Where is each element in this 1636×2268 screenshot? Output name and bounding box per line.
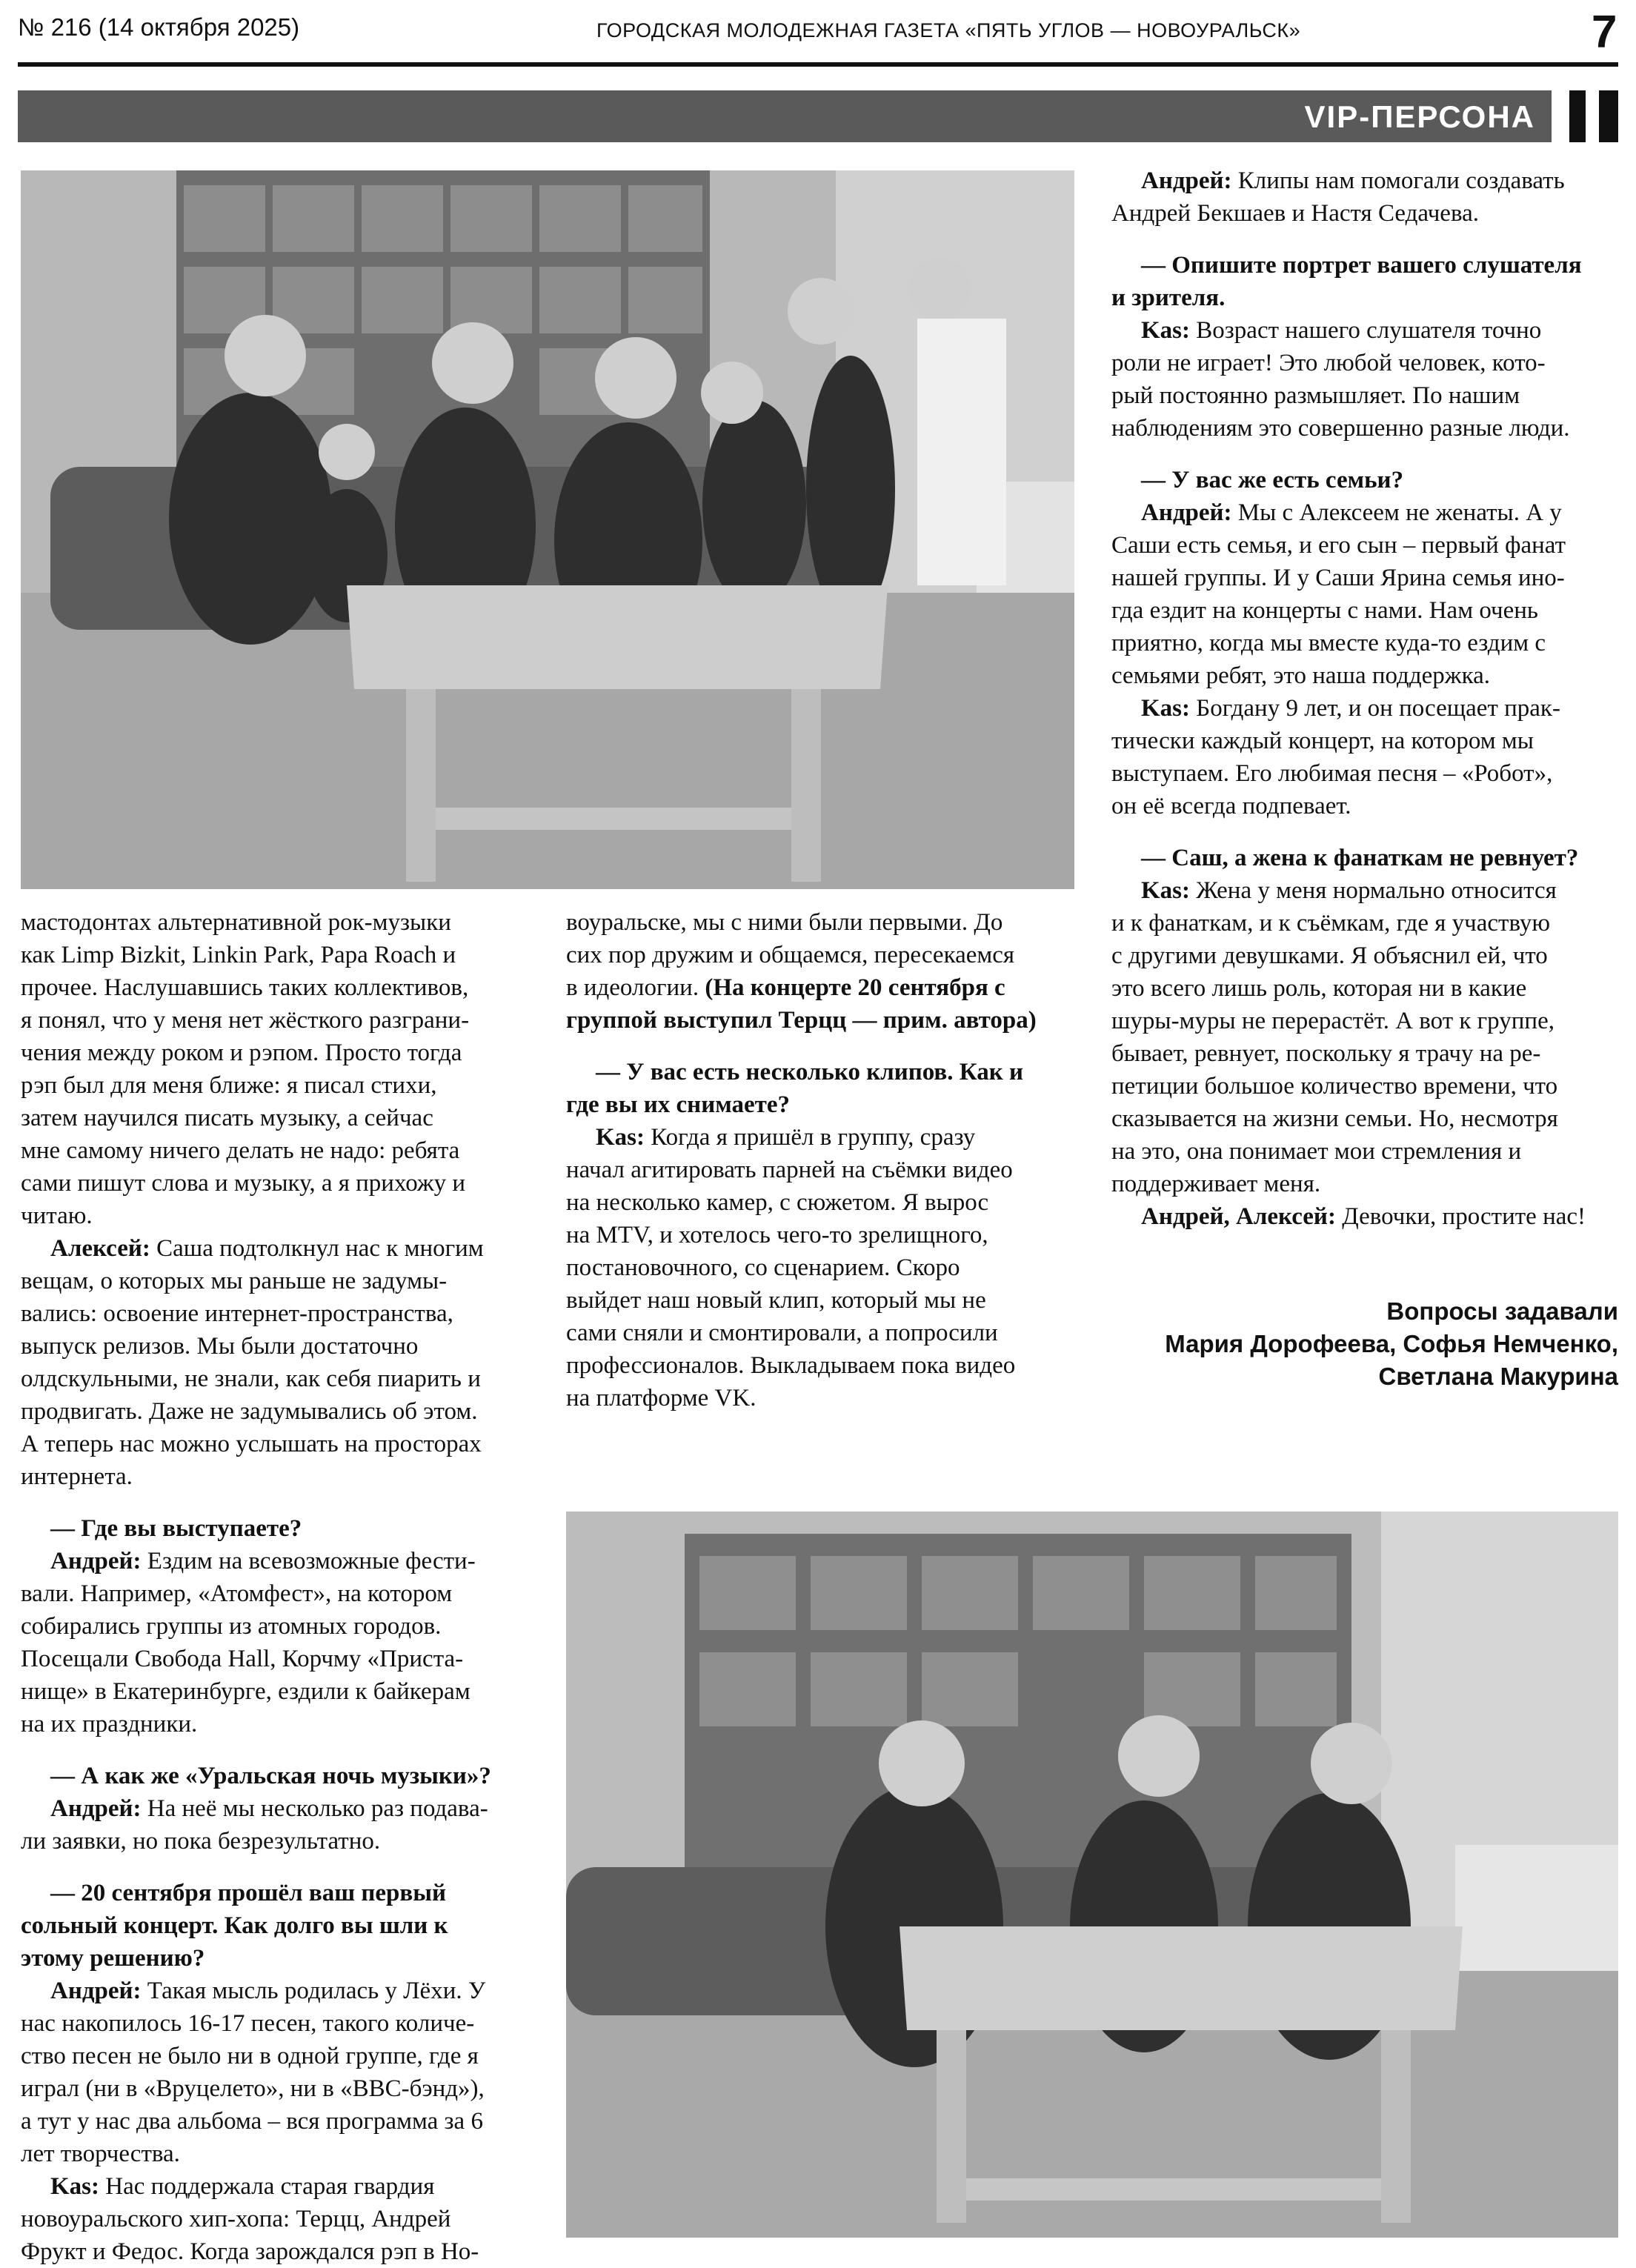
text-line: в идеологии. (На концерте 20 сентября с bbox=[566, 974, 1005, 1001]
text-line: семьями ребят, это наша поддержка. bbox=[1111, 662, 1491, 689]
section-mark-2 bbox=[1599, 90, 1618, 142]
speaker-name: Андрей: bbox=[50, 1548, 142, 1574]
text-line: на несколько камер, с сюжетом. Я вырос bbox=[566, 1189, 989, 1216]
text-line: Kas: Возраст нашего слушателя точно bbox=[1141, 317, 1542, 344]
text-line: Kas: Жена у меня нормально относится bbox=[1141, 877, 1557, 904]
text-line: он её всегда подпевает. bbox=[1111, 793, 1351, 819]
text-line: поддерживает меня. bbox=[1111, 1171, 1321, 1197]
text-line: ли заявки, но пока безрезультатно. bbox=[21, 1828, 381, 1855]
text-line: где вы их снимаете? bbox=[566, 1091, 790, 1118]
text-line: выйдет наш новый клип, который мы не bbox=[566, 1287, 986, 1314]
text-line: мастодонтах альтернативной рок-музыки bbox=[21, 909, 451, 936]
text-line: выступаем. Его любимая песня – «Робот», bbox=[1111, 760, 1553, 787]
text-line: прочее. Наслушавшись таких коллективов, bbox=[21, 974, 469, 1001]
paragraph-gap bbox=[21, 1858, 539, 1877]
section-mark-1 bbox=[1569, 90, 1586, 142]
text-line: рый постоянно размышляет. По нашим bbox=[1111, 382, 1520, 409]
text-line: Kas: Когда я пришёл в группу, сразу bbox=[596, 1124, 976, 1151]
text-line: читаю. bbox=[21, 1203, 93, 1229]
text-line: вещам, о которых мы раньше не задумы- bbox=[21, 1268, 448, 1294]
text-line: олдскульными, не знали, как себя пиарить и bbox=[21, 1366, 481, 1392]
text-line: тически каждый концерт, на котором мы bbox=[1111, 728, 1534, 754]
text-line: постановочного, со сценарием. Скоро bbox=[566, 1254, 960, 1281]
text-line: как Limp Bizkit, Linkin Park, Papa Roach и bbox=[21, 942, 456, 968]
speaker-name: Kas: bbox=[1141, 877, 1190, 904]
section-title: VIP-ПЕРСОНА bbox=[1304, 99, 1535, 134]
header-rule bbox=[18, 62, 1618, 67]
text-line: на MTV, и хотелось чего-то зрелищного, bbox=[566, 1222, 988, 1248]
text-line: новоуральского хип-хопа: Терцц, Андрей bbox=[21, 2206, 451, 2232]
text-line: начал агитировать парней на съёмки видео bbox=[566, 1157, 1013, 1183]
speaker-name: Kas: bbox=[50, 2173, 99, 2200]
text-line: с другими девушками. Я объяснил ей, что bbox=[1111, 942, 1548, 969]
section-bar bbox=[18, 90, 1552, 142]
text-line: Саши есть семья, и его сын – первый фанат bbox=[1111, 532, 1566, 559]
text-line: — Опишите портрет вашего слушателя bbox=[1141, 252, 1582, 279]
credits-line-1: Вопросы задавали bbox=[1386, 1297, 1618, 1325]
newspaper-title: ГОРОДСКАЯ МОЛОДЕЖНАЯ ГАЗЕТА «ПЯТЬ УГЛОВ — НОВОУРАЛЬСК» bbox=[596, 19, 1301, 41]
speaker-name: Kas: bbox=[1141, 695, 1190, 722]
speaker-name: Андрей: bbox=[1141, 499, 1232, 526]
text-line: сольный концерт. Как долго вы шли к bbox=[21, 1912, 448, 1939]
credits-line-2: Мария Дорофеева, Софья Немченко, bbox=[1165, 1330, 1618, 1357]
text-line: — А как же «Уральская ночь музыки»? bbox=[50, 1763, 491, 1789]
text-line: сказывается на жизни семьи. Но, несмотря bbox=[1111, 1105, 1558, 1132]
text-line: и к фанаткам, и к съёмкам, где я участвую bbox=[1111, 910, 1551, 937]
text-line: Андрей: На неё мы несколько раз подава- bbox=[50, 1795, 488, 1822]
page-number: 7 bbox=[1592, 7, 1617, 58]
text-line: и зрителя. bbox=[1111, 285, 1226, 311]
text-line: сих пор дружим и общаемся, пересекаемся bbox=[566, 942, 1015, 968]
text-column-1 bbox=[21, 906, 539, 2268]
speaker-name: Kas: bbox=[1141, 317, 1190, 344]
text-line: сами сняли и смонтировали, а попросили bbox=[566, 1320, 998, 1346]
text-line: Kas: Нас поддержала старая гвардия bbox=[50, 2173, 435, 2200]
issue-number: № 216 (14 октября 2025) bbox=[18, 13, 300, 41]
text-line: на это, она понимает мои стремления и bbox=[1111, 1138, 1522, 1165]
text-line: нас накопилось 16-17 песен, такого количе- bbox=[21, 2010, 475, 2037]
text-line: рэп был для меня ближе: я писал стихи, bbox=[21, 1072, 437, 1099]
text-line: это всего лишь роль, которая ни в какие bbox=[1111, 975, 1527, 1002]
text-line: Kas: Богдану 9 лет, и он посещает прак- bbox=[1141, 695, 1560, 722]
text-line: Андрей: Мы с Алексеем не женаты. А у bbox=[1141, 499, 1562, 526]
text-line: лет творчества. bbox=[21, 2141, 180, 2167]
paragraph-gap bbox=[1111, 822, 1623, 842]
text-line: чения между роком и рэпом. Просто тогда bbox=[21, 1040, 462, 1066]
speaker-name: Андрей: bbox=[50, 1978, 142, 2004]
text-column-2 bbox=[566, 906, 1085, 1414]
text-line: — У вас есть несколько клипов. Как и bbox=[596, 1059, 1024, 1085]
speaker-name: Андрей: bbox=[50, 1795, 142, 1822]
text-line: шуры-муры не перерастёт. А вот к группе, bbox=[1111, 1008, 1554, 1034]
paragraph-gap bbox=[1111, 230, 1623, 249]
text-line: вались: освоение интернет-пространства, bbox=[21, 1300, 453, 1327]
credits-line-3: Светлана Макурина bbox=[1378, 1363, 1618, 1390]
text-line: А теперь нас можно услышать на просторах bbox=[21, 1431, 482, 1457]
text-line: на платформе VK. bbox=[566, 1385, 757, 1411]
text-line: группой выступил Терцц — прим. автора) bbox=[566, 1007, 1037, 1034]
text-line: вали. Например, «Атомфест», на котором bbox=[21, 1580, 453, 1607]
text-line: воуральске, мы с ними были первыми. До bbox=[566, 909, 1003, 936]
text-line: Алексей: Саша подтолкнул нас к многим bbox=[50, 1235, 484, 1262]
top-photo bbox=[21, 170, 1074, 889]
text-line: нище» в Екатеринбурге, ездили к байкерам bbox=[21, 1678, 470, 1705]
text-line: мне самому ничего делать не надо: ребята bbox=[21, 1137, 460, 1164]
text-line: Андрей: Ездим на всевозможные фести- bbox=[50, 1548, 476, 1574]
text-line: петиции большое количество времени, что bbox=[1111, 1073, 1558, 1100]
text-line: Андрей: Клипы нам помогали создавать bbox=[1141, 167, 1565, 194]
text-line: Андрей: Такая мысль родилась у Лёхи. У bbox=[50, 1978, 486, 2004]
text-line: выпуск релизов. Мы были достаточно bbox=[21, 1333, 419, 1360]
text-line: — 20 сентября прошёл ваш первый bbox=[50, 1880, 446, 1906]
text-line: затем научился писать музыку, а сейчас bbox=[21, 1105, 433, 1131]
text-line: бывает, ревнует, поскольку я трачу на ре- bbox=[1111, 1040, 1541, 1067]
text-line: Посещали Свобода Hall, Корчму «Приста- bbox=[21, 1646, 464, 1672]
text-line: ство песен не было ни в одной группе, где я bbox=[21, 2043, 479, 2069]
paragraph-gap bbox=[21, 1493, 539, 1512]
text-line: — Где вы выступаете? bbox=[50, 1515, 302, 1542]
speaker-name: Kas: bbox=[596, 1124, 645, 1151]
text-line: — У вас же есть семьи? bbox=[1141, 467, 1404, 493]
text-line: сами пишут слова и музыку, а я прихожу и bbox=[21, 1170, 466, 1197]
text-line: на их праздники. bbox=[21, 1711, 198, 1737]
text-line: приятно, когда мы вместе куда-то ездим с bbox=[1111, 630, 1546, 656]
text-line: Андрей Бекшаев и Настя Седачева. bbox=[1111, 200, 1479, 227]
paragraph-gap bbox=[1111, 445, 1623, 464]
text-line: Андрей, Алексей: Девочки, простите нас! bbox=[1141, 1203, 1586, 1230]
text-line: интернета. bbox=[21, 1463, 133, 1490]
speaker-name: Андрей, Алексей: bbox=[1141, 1203, 1336, 1230]
text-line: собирались группы из атомных городов. bbox=[21, 1613, 442, 1640]
bottom-photo bbox=[566, 1512, 1618, 2238]
interview-credits bbox=[1085, 1295, 1618, 1393]
text-line: роли не играет! Это любой человек, кото- bbox=[1111, 350, 1546, 376]
text-line: — Саш, а жена к фанаткам не ревнует? bbox=[1141, 845, 1579, 871]
speaker-name: Алексей: bbox=[50, 1235, 150, 1262]
text-line: наблюдениям это совершенно разные люди. bbox=[1111, 415, 1570, 442]
note-bold: (На концерте 20 сентября с bbox=[705, 974, 1005, 1001]
text-line: этому решению? bbox=[21, 1945, 205, 1972]
speaker-name: Андрей: bbox=[1141, 167, 1232, 194]
text-line: играл (ни в «Вруцелето», ни в «BBC-бэнд»), bbox=[21, 2075, 485, 2102]
paragraph-gap bbox=[21, 1740, 539, 1760]
text-line: а тут у нас два альбома – вся программа за 6 bbox=[21, 2108, 483, 2135]
text-column-3 bbox=[1111, 164, 1623, 1233]
text-line: гда ездит на концерты с нами. Нам очень bbox=[1111, 597, 1538, 624]
text-line: нашей группы. И у Саши Ярина семья ино- bbox=[1111, 565, 1565, 591]
text-line: продвигать. Даже не задумывались об этом. bbox=[21, 1398, 478, 1425]
paragraph-gap bbox=[566, 1037, 1085, 1056]
text-line: я понял, что у меня нет жёсткого разграни- bbox=[21, 1007, 470, 1034]
text-line: профессионалов. Выкладываем пока видео bbox=[566, 1352, 1016, 1379]
text-line: Фрукт и Федос. Когда зарождался рэп в Но- bbox=[21, 2238, 479, 2265]
